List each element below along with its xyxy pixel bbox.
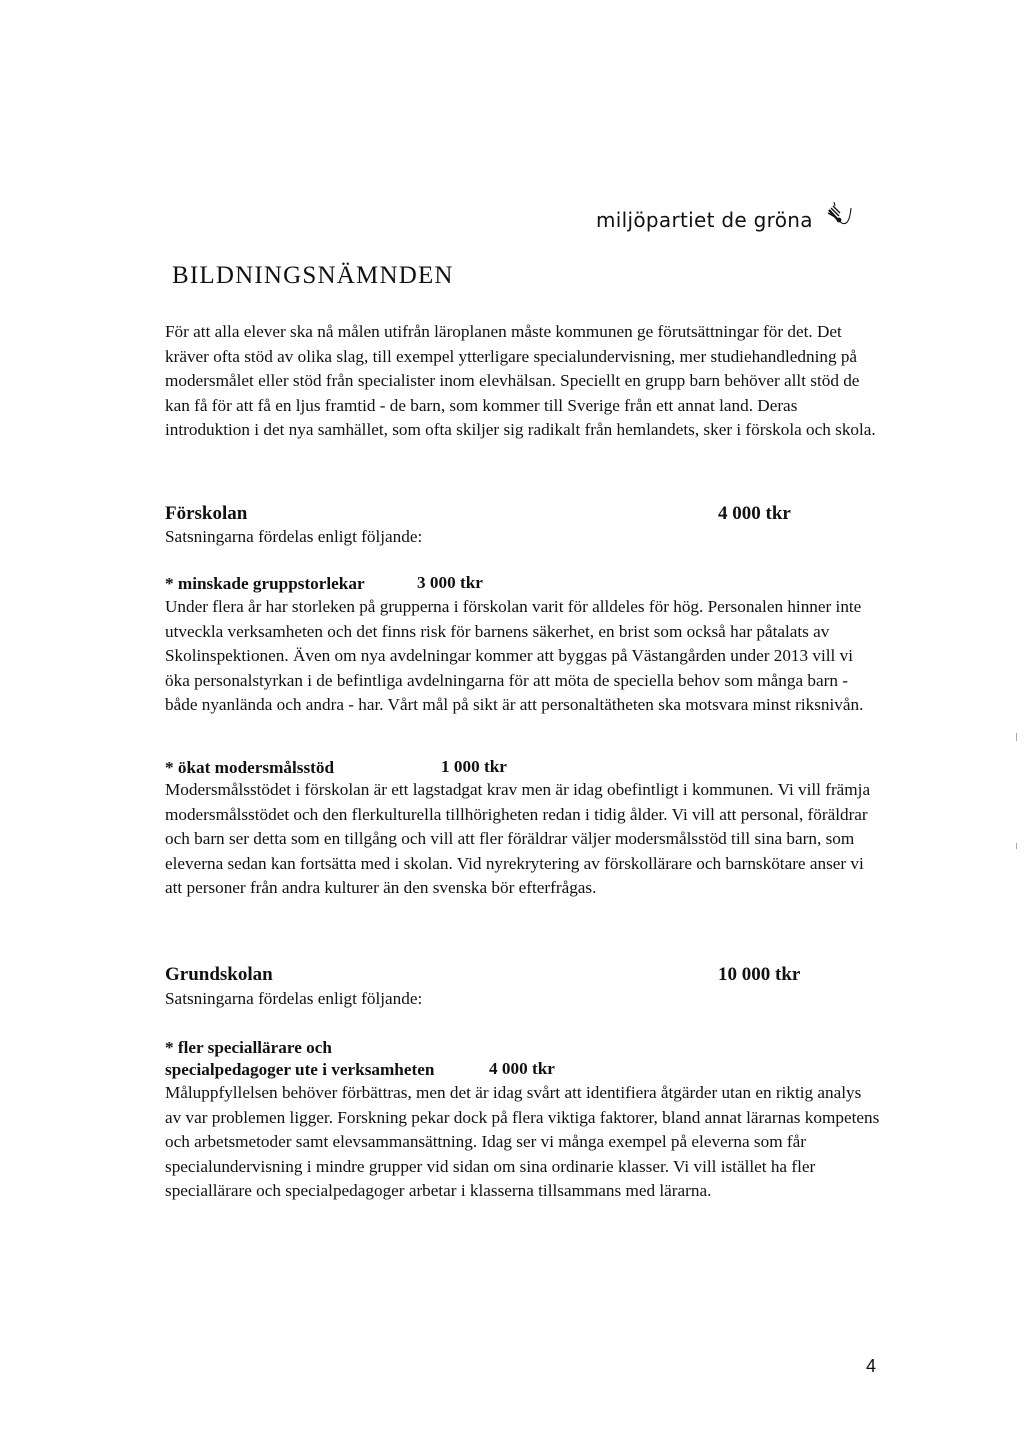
scan-edge-mark bbox=[1016, 733, 1017, 741]
intro-paragraph: För att alla elever ska nå målen utifrån läroplanen måste kommunen ge förutsättningar för det. Det kräver ofta stöd av olika slag, till exempel ytterligare specialundervisning, mer studiehandledning på modersmålet eller stöd från specialister inom elevhälsan. Speciellt en grupp barn behöver allt stöd de kan få för att få en ljus framtid - de barn, som kommer till Sverige från ett annat land. Deras introduktion i det nya samhället, som ofta skiljer sig radikalt från hemlandets, sker i förskola och skola. bbox=[165, 322, 876, 440]
document-title: BILDNINGSNÄMNDEN bbox=[172, 262, 454, 289]
section-subtitle-forskolan: Satsningarna fördelas enligt följande: bbox=[165, 527, 423, 546]
section-title-forskolan: Förskolan bbox=[165, 503, 248, 524]
scan-edge-mark bbox=[1016, 843, 1017, 849]
item-amount-modersmalsstod: 1 000 tkr bbox=[441, 757, 507, 776]
item-amount-speciallarare: 4 000 tkr bbox=[489, 1059, 555, 1078]
item-title-speciallarare: * fler speciallärare och bbox=[165, 1038, 332, 1057]
section-subtitle-grundskolan: Satsningarna fördelas enligt följande: bbox=[165, 989, 423, 1008]
logo-text: miljöpartiet de gröna bbox=[596, 207, 813, 232]
item-amount-gruppstorlekar: 3 000 tkr bbox=[417, 573, 483, 592]
dandelion-seed-icon bbox=[823, 200, 857, 239]
item-text-gruppstorlekar: Under flera år har storleken på grupperna i förskolan varit för alldeles för hög. Personalen hinner inte utveckla verksamheten och det finns risk för barnens säkerhet, en brist som också har påtalats av Skolinspektionen. Även om nya avdelningar kommer att byggas på Västangården under 2013 vill vi öka personalstyrkan i de befintliga avdelningarna för att möta de speciella behov som många barn - både nyanlända och andra - har. Vårt mål på sikt är att personaltätheten ska motsvara minst riksnivån. bbox=[165, 597, 864, 715]
item-title-specialpedagoger: specialpedagoger ute i verksamheten bbox=[165, 1060, 435, 1079]
item-text-modersmalsstod: Modersmålsstödet i förskolan är ett lagstadgat krav men är idag obefintligt i kommunen. Vi vill främja modersmålsstödet och den flerkulturella tillhörigheten redan i tidig ålder. Vi vill att personal, föräldrar och barn ser detta som en tillgång och vill att fler föräldrar väljer modersmålsstöd till sina barn, som eleverna sedan kan fortsätta med i skolan. Vid nyrekrytering av förskollärare och barnskötare anser vi att personer från andra kulturer än den svenska bör efterfrågas. bbox=[165, 780, 871, 898]
item-title-modersmalsstod: * ökat modersmålsstöd bbox=[165, 758, 335, 777]
item-text-speciallarare: Måluppfyllelsen behöver förbättras, men det är idag svårt att identifiera åtgärder utan en riktig analys av var problemen ligger. Forskning pekar dock på flera viktiga faktorer, bland annat lärarnas kompetens och arbetsmetoder samt elevsammansättning. Idag ser vi många exempel på eleverna som får specialundervisning i mindre grupper vid sidan om sina ordinarie klasser. Vi vill istället ha fler speciallärare och specialpedagoger arbetar i klasserna tillsammans med lärarna. bbox=[165, 1083, 880, 1201]
section-amount-forskolan: 4 000 tkr bbox=[718, 503, 791, 524]
party-logo bbox=[596, 200, 857, 239]
item-title-gruppstorlekar: * minskade gruppstorlekar bbox=[165, 574, 365, 593]
page-number: 4 bbox=[866, 1356, 877, 1376]
section-title-grundskolan: Grundskolan bbox=[165, 964, 273, 985]
section-amount-grundskolan: 10 000 tkr bbox=[718, 964, 801, 985]
